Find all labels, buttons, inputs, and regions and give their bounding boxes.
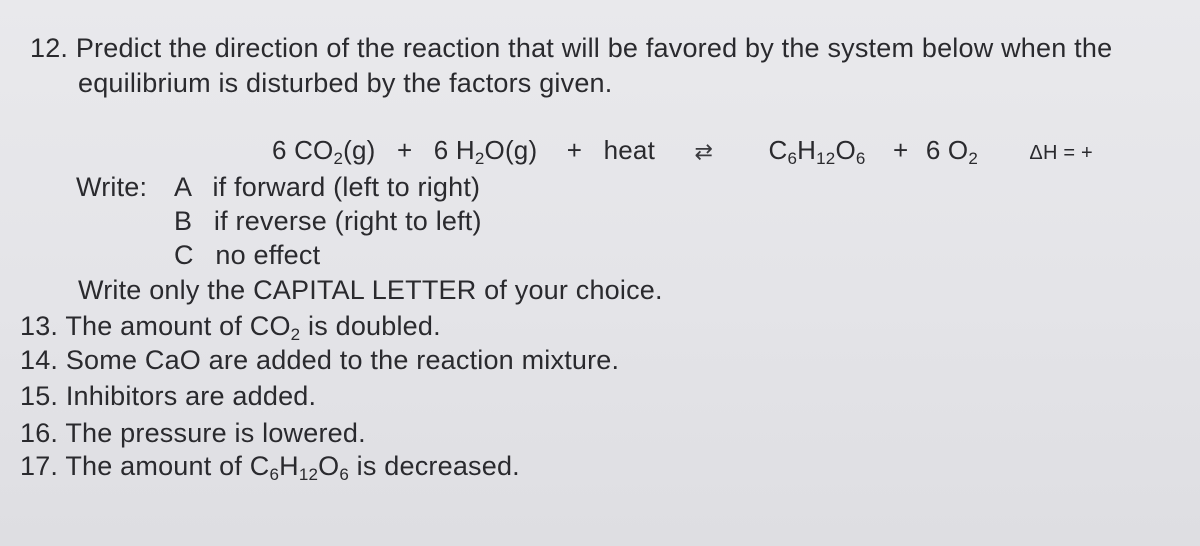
plus-sign: + [566,135,583,165]
option-text: if reverse (right to left) [213,206,482,236]
option-b [174,205,482,237]
question-item-15: 15. Inhibitors are added. [20,381,317,411]
question-title-line1: 12. Predict the direction of the reaction that will be favored by the system below when the [30,33,1113,63]
question-title-line2: equilibrium is disturbed by the factors given. [78,68,613,98]
enthalpy-label: ΔH = + [1029,142,1093,164]
write-label: Write: [76,172,148,202]
option-text: no effect [215,240,321,270]
plus-sign: + [892,135,909,165]
chemical-equation [272,134,1093,169]
reactant-h2o: 6 $H_2O(g)$ [433,135,538,168]
reactant-co2: 6 $CO_2(g)$ [272,135,376,168]
option-c [174,239,320,271]
option-letter: B [174,206,193,236]
reactant-heat: heat [603,135,655,165]
equilibrium-arrow-icon: ⇄ [694,139,714,164]
question-item-16: 16. The pressure is lowered. [20,418,366,448]
option-text: if forward (left to right) [212,172,481,202]
option-letter: C [174,240,194,270]
product-o2: 6 $O_2$ [925,135,978,168]
instruction-note: Write only the CAPITAL LETTER of your choice. [78,275,663,305]
question-item-14: 14. Some CaO are added to the reaction mixture. [20,345,620,375]
plus-sign: + [396,135,413,165]
option-letter: A [174,172,191,202]
product-glucose: $C_6H_{12}O_6$ [768,135,866,168]
question-item-17: 17. The amount of $C_6H_{12}O_6$ is decreased. [20,451,520,484]
option-a [174,171,480,203]
question-item-13: 13. The amount of $CO_2$ is doubled. [20,311,441,344]
